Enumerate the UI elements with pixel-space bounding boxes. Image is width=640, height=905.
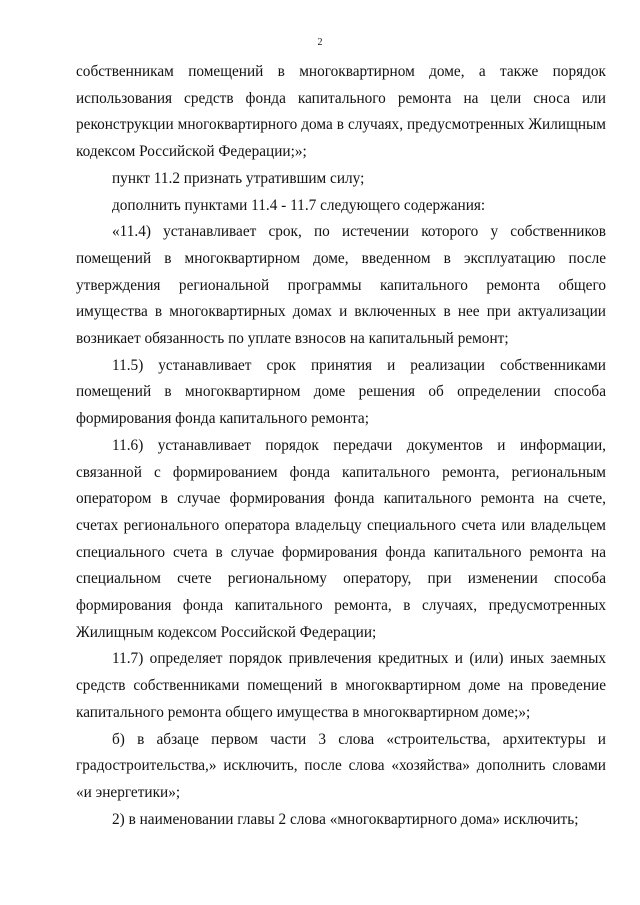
paragraph-item-11-7: 11.7) определяет порядок привлечения кредитных и (или) иных заемных средств собственниками помещений в многоквартирном доме на проведение капитального ремонта общего имущества в многоквартирном доме;»;: [76, 650, 606, 721]
page-number: 2: [317, 37, 323, 48]
paragraph-item-11-6: 11.6) устанавливает порядок передачи документов и информации, связанной с формированием фонда капитального ремонта, региональным оператором в случае формирования фонда капитального ремонта на счете, счетах регионального оператора владельцу специального счета или владельцем специального счета в случае формирования фонда капитального ремонта на специальном счете региональному оператору, при изменении способа формирования фонда капитального ремонта, в случаях, предусмотренных Жилищным кодексом Российской Федерации;: [76, 436, 606, 641]
paragraph-item-b: б) в абзаце первом части 3 слова «строительства, архитектуры и градостроительства,» исключить, после слова «хозяйства» дополнить словами «и энергетики»;: [76, 730, 606, 801]
paragraph-continuation: собственникам помещений в многоквартирном доме, а также порядок использования средств фонда капитального ремонта на цели сноса или реконструкции многоквартирного дома в случаях, предусмотренных Жилищным кодексом Российской Федерации;»;: [76, 63, 606, 161]
paragraph-item-11-4: «11.4) устанавливает срок, по истечении которого у собственников помещений в многоквартирном доме, введенном в эксплуатацию после утверждения региональной программы капитального ремонта общего имущества в многоквартирных домах и включенных в нее при актуализации возникает обязанность по уплате взносов на капитальный ремонт;: [76, 223, 606, 348]
paragraph-item-2: 2) в наименовании главы 2 слова «многоквартирного дома» исключить;: [112, 810, 579, 828]
paragraph-item-11-5: 11.5) устанавливает срок принятия и реализации собственниками помещений в многоквартирном доме решения об определении способа формирования фонда капитального ремонта;: [76, 356, 606, 428]
paragraph-item-11-2: пункт 11.2 признать утратившим силу;: [112, 169, 365, 187]
paragraph-add-items: дополнить пунктами 11.4 - 11.7 следующего содержания:: [112, 196, 486, 214]
document-body: [76, 59, 606, 833]
